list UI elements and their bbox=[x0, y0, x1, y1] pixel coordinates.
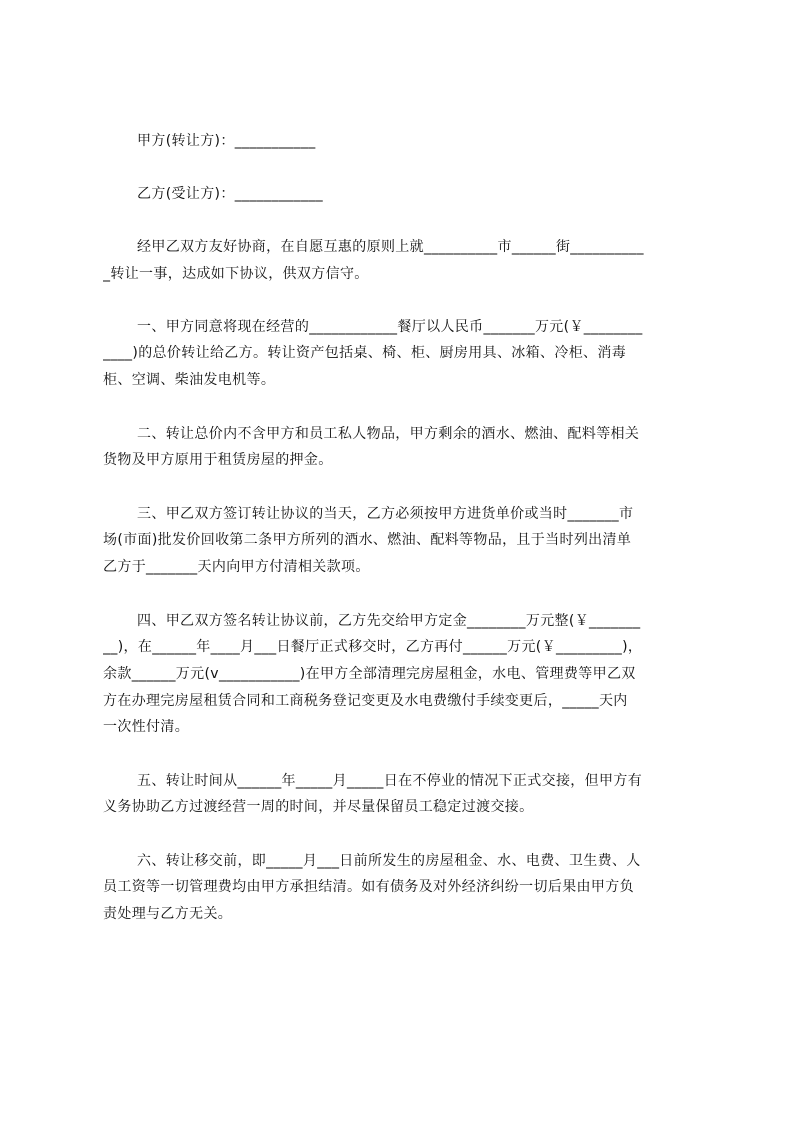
clause-4-line-2: __)，在______年____月___日餐厅正式移交时，乙方再付______万元(￥_________)， bbox=[103, 639, 643, 655]
clause-3-line-3: 乙方于_______天内向甲方付清相关款项。 bbox=[103, 559, 370, 575]
clause-5-line-1: 五、转让时间从______年_____月_____日在不停业的情况下正式交接，但甲方有 bbox=[137, 773, 643, 789]
clause-4-line-5: 一次性付清。 bbox=[103, 719, 190, 735]
clause-4-line-4: 方在办理完房屋租赁合同和工商税务登记变更及水电费缴付手续变更后，_____天内 bbox=[103, 693, 628, 709]
party-b-line: 乙方(受让方)：____________ bbox=[137, 186, 323, 202]
clause-3-line-1: 三、甲乙双方签订转让协议的当天，乙方必须按甲方进货单价或当时_______市 bbox=[137, 506, 634, 522]
intro-line-1: 经甲乙双方友好协商，在自愿互惠的原则上就__________市______街__________ bbox=[137, 239, 644, 255]
clause-4-line-1: 四、甲乙双方签名转让协议前，乙方先交给甲方定金________万元整(￥_______ bbox=[137, 613, 641, 629]
clause-1-line-1: 一、甲方同意将现在经营的____________餐厅以人民币_______万元(￥________ bbox=[137, 319, 643, 335]
clause-6-line-1: 六、转让移交前，即_____月___日前所发生的房屋租金、水、电费、卫生费、人 bbox=[137, 853, 641, 869]
intro-line-2: _转让一事，达成如下协议，供双方信守。 bbox=[103, 266, 369, 282]
clause-3-line-2: 场(市面)批发价回收第二条甲方所列的酒水、燃油、配料等物品，且于当时列出清单 bbox=[103, 532, 632, 548]
party-a-line: 甲方(转让方)：___________ bbox=[137, 133, 316, 149]
clause-2-line-1: 二、转让总价内不含甲方和员工私人物品，甲方剩余的酒水、燃油、配料等相关 bbox=[137, 426, 640, 442]
clause-4-line-3: 余款______万元(v___________)在甲方全部清理完房屋租金，水电、管理费等甲乙双 bbox=[103, 666, 636, 682]
clause-1-line-3: 柜、空调、柴油发电机等。 bbox=[103, 372, 276, 388]
clause-6-line-2: 员工资等一切管理费均由甲方承担结清。如有债务及对外经济纠纷一切后果由甲方负 bbox=[103, 879, 634, 895]
clause-2-line-2: 货物及甲方原用于租赁房屋的押金。 bbox=[103, 452, 333, 468]
clause-6-line-3: 责处理与乙方无关。 bbox=[103, 906, 233, 922]
clause-5-line-2: 义务协助乙方过渡经营一周的时间，并尽量保留员工稳定过渡交接。 bbox=[103, 799, 534, 815]
clause-1-line-2: ____)的总价转让给乙方。转让资产包括桌、椅、柜、厨房用具、冰箱、冷柜、消毒 bbox=[103, 345, 627, 361]
